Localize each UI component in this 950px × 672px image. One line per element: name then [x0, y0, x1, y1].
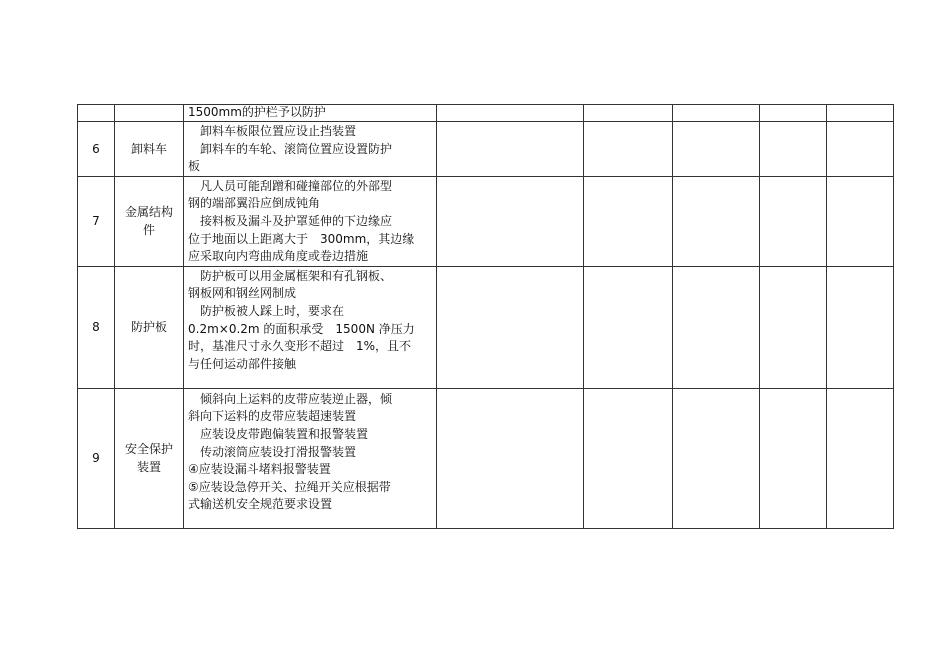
empty-cell — [760, 266, 827, 388]
empty-cell — [437, 122, 584, 177]
requirement-line: 接料板及漏斗及护罩延伸的下边缘应 — [200, 213, 393, 228]
requirement-line: ④应装设漏斗堵料报警装置 — [188, 462, 331, 477]
empty-cell — [584, 122, 673, 177]
requirement-line: 钢的端部翼沿应倒成钝角 — [188, 196, 321, 211]
empty-cell — [437, 105, 584, 122]
row-number-cell: 6 — [78, 122, 115, 177]
empty-cell — [760, 176, 827, 266]
empty-cell — [584, 266, 673, 388]
empty-cell — [827, 105, 894, 122]
item-name-cell — [115, 176, 184, 266]
requirement-line: 钢板网和钢丝网制成 — [188, 286, 297, 301]
requirement-line: 卸料车的车轮、滚筒位置应设置防护 — [200, 141, 393, 156]
item-name-cell — [115, 388, 184, 528]
empty-cell — [760, 388, 827, 528]
empty-cell — [673, 105, 760, 122]
requirement-cell — [184, 176, 437, 266]
requirement-line: 凡人员可能刮蹭和碰撞部位的外部型 — [200, 178, 393, 193]
item-name-cell — [115, 122, 184, 177]
requirement-line: 传动滚筒应装设打滑报警装置 — [200, 444, 357, 459]
empty-cell — [827, 122, 894, 177]
empty-cell — [827, 176, 894, 266]
empty-cell — [584, 388, 673, 528]
row-number-cell: 8 — [78, 266, 115, 388]
empty-cell — [584, 105, 673, 122]
requirement-line: 板 — [188, 159, 201, 174]
requirement-cell — [184, 122, 437, 177]
item-name-cell — [115, 105, 184, 122]
requirement-line: 倾斜向上运料的皮带应装逆止器，倾 — [200, 391, 393, 406]
item-name-text: 装置 — [136, 460, 161, 475]
requirement-line: 防护板被人踩上时，要求在 — [200, 303, 345, 318]
item-name-text: 防护板 — [130, 320, 167, 335]
requirement-line: 防护板可以用金属框架和有孔钢板、 — [200, 268, 393, 283]
empty-cell — [437, 266, 584, 388]
empty-cell — [827, 388, 894, 528]
table-row — [78, 105, 894, 122]
requirement-line: 式输送机安全规范要求设置 — [188, 497, 333, 512]
requirement-line: 与任何运动部件接触 — [188, 356, 297, 371]
item-name-text: 安全保护 — [124, 442, 173, 457]
requirement-cell — [184, 266, 437, 388]
empty-cell — [673, 176, 760, 266]
empty-cell — [673, 266, 760, 388]
requirement-line: 应采取向内弯曲成角度或卷边措施 — [188, 249, 369, 264]
requirement-line: 应装设皮带跑偏装置和报警装置 — [200, 426, 369, 441]
inspection-table — [77, 104, 894, 529]
table-row — [78, 122, 894, 177]
item-name-text: 件 — [142, 223, 155, 238]
row-number-cell — [78, 105, 115, 122]
requirement-cell — [184, 105, 437, 122]
empty-cell — [673, 388, 760, 528]
empty-cell — [437, 388, 584, 528]
requirement-cell — [184, 388, 437, 528]
table-row — [78, 266, 894, 388]
empty-cell — [760, 105, 827, 122]
requirement-line: 0.2m×0.2m 的面积承受 1500N 净压力 — [188, 321, 415, 336]
empty-cell — [827, 266, 894, 388]
empty-cell — [584, 176, 673, 266]
requirement-line: 卸料车板限位置应设止挡装置 — [200, 124, 357, 138]
table-body — [78, 105, 894, 529]
empty-cell — [673, 122, 760, 177]
requirement-line: 1500mm的护栏予以防护 — [188, 105, 326, 119]
table-row — [78, 176, 894, 266]
item-name-cell — [115, 266, 184, 388]
table-row — [78, 388, 894, 528]
row-number-cell: 9 — [78, 388, 115, 528]
requirement-line: 位于地面以上距离大于 300mm，其边缘 — [188, 231, 415, 246]
requirement-line: ⑤应装设急停开关、拉绳开关应根据带 — [188, 479, 391, 494]
row-number-cell: 7 — [78, 176, 115, 266]
requirement-line: 时，基准尺寸永久变形不超过 1%，且不 — [188, 339, 412, 354]
item-name-text: 卸料车 — [130, 141, 167, 156]
requirement-line: 斜向下运料的皮带应装超速装置 — [188, 409, 357, 424]
empty-cell — [437, 176, 584, 266]
item-name-text: 金属结构 — [124, 205, 173, 220]
empty-cell — [760, 122, 827, 177]
